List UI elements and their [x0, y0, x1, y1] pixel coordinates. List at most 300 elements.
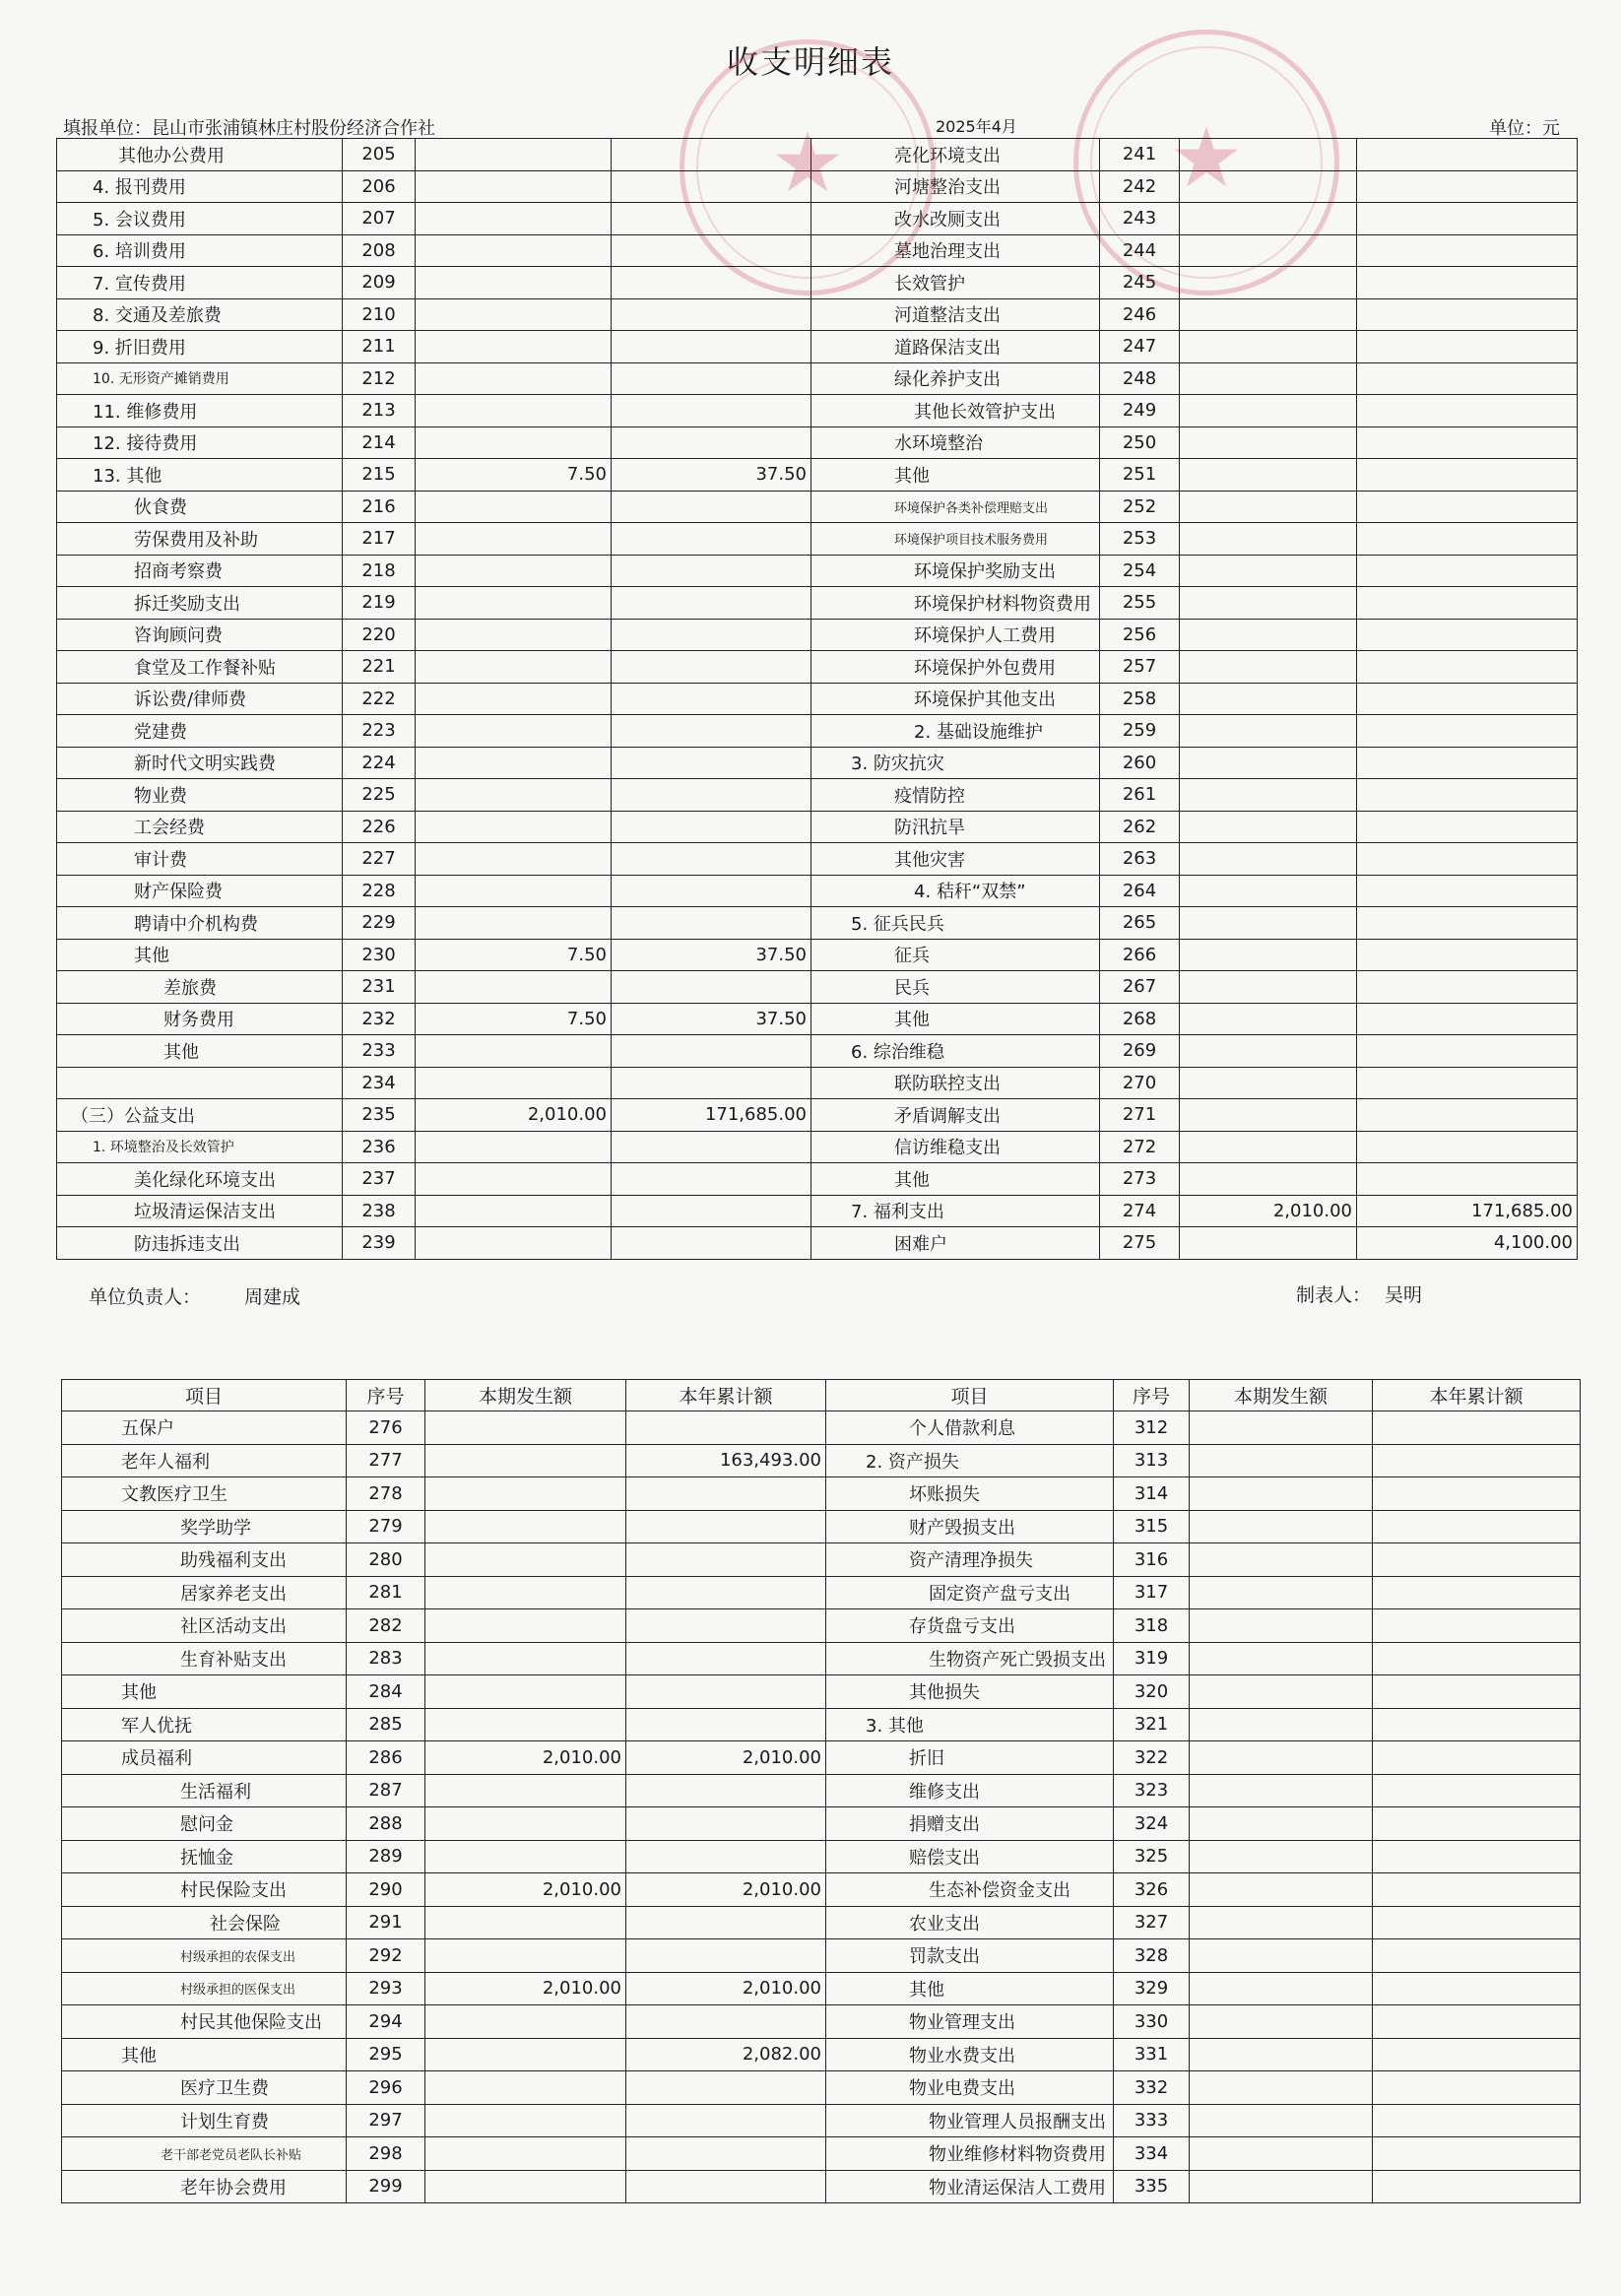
col-header-ytd: 本年累计额 — [626, 1380, 826, 1411]
left-seq-cell: 298 — [347, 2137, 425, 2171]
right-current-amount-cell — [1180, 1163, 1357, 1196]
right-current-amount-cell — [1180, 811, 1357, 843]
right-seq-cell: 312 — [1114, 1411, 1190, 1445]
right-ytd-amount-cell — [1357, 939, 1578, 971]
right-item-cell: 河道整洁支出 — [811, 298, 1100, 331]
right-ytd-amount-cell — [1357, 779, 1578, 812]
left-seq-cell: 223 — [343, 715, 416, 748]
right-item-cell: 环境保护材料物资费用 — [811, 587, 1100, 620]
left-ytd-amount-cell — [612, 1131, 811, 1163]
right-current-amount-cell — [1180, 170, 1357, 203]
right-seq-cell: 316 — [1114, 1543, 1190, 1577]
right-ytd-amount-cell — [1357, 1067, 1578, 1099]
left-ytd-amount-cell — [612, 1227, 811, 1260]
left-current-amount-cell — [425, 2071, 626, 2105]
table-row — [57, 875, 1578, 907]
left-seq-cell: 232 — [343, 1003, 416, 1035]
table-row — [57, 1003, 1578, 1035]
right-seq-cell: 324 — [1114, 1807, 1190, 1841]
right-current-amount-cell — [1180, 1131, 1357, 1163]
table-row — [62, 1906, 1581, 1939]
right-seq-cell: 273 — [1100, 1163, 1180, 1196]
right-ytd-amount-cell — [1357, 747, 1578, 779]
right-seq-cell: 318 — [1114, 1609, 1190, 1643]
right-seq-cell: 267 — [1100, 971, 1180, 1004]
left-seq-cell: 286 — [347, 1741, 425, 1775]
right-item-cell: 5. 征兵民兵 — [811, 907, 1100, 940]
left-current-amount-cell: 7.50 — [416, 939, 612, 971]
left-ytd-amount-cell — [626, 2170, 826, 2203]
col-header-item: 项目 — [62, 1380, 347, 1411]
left-item-cell: 1. 环境整治及长效管护 — [57, 1131, 343, 1163]
left-current-amount-cell — [425, 1642, 626, 1675]
table-row — [57, 203, 1578, 235]
right-seq-cell: 253 — [1100, 523, 1180, 556]
left-ytd-amount-cell: 171,685.00 — [612, 1099, 811, 1132]
right-current-amount-cell — [1180, 843, 1357, 876]
table-row — [57, 779, 1578, 812]
table-row — [57, 1099, 1578, 1132]
left-ytd-amount-cell — [626, 1939, 826, 1973]
left-ytd-amount-cell — [612, 331, 811, 363]
left-current-amount-cell — [416, 234, 612, 267]
left-item-cell: 其他 — [57, 1035, 343, 1068]
right-ytd-amount-cell — [1373, 1642, 1581, 1675]
right-item-cell: 农业支出 — [826, 1906, 1114, 1939]
left-ytd-amount-cell — [612, 811, 811, 843]
left-seq-cell: 285 — [347, 1708, 425, 1741]
right-ytd-amount-cell — [1357, 651, 1578, 684]
left-item-cell: 4. 报刊费用 — [57, 170, 343, 203]
right-ytd-amount-cell — [1357, 555, 1578, 587]
right-ytd-amount-cell — [1357, 587, 1578, 620]
right-ytd-amount-cell — [1373, 1510, 1581, 1543]
left-seq-cell: 212 — [343, 362, 416, 395]
right-item-cell: 4. 秸秆“双禁” — [811, 875, 1100, 907]
left-current-amount-cell — [425, 1609, 626, 1643]
right-item-cell: 折旧 — [826, 1741, 1114, 1775]
right-ytd-amount-cell — [1373, 1774, 1581, 1807]
right-item-cell: 环境保护外包费用 — [811, 651, 1100, 684]
right-ytd-amount-cell — [1373, 1609, 1581, 1643]
right-item-cell: 亮化环境支出 — [811, 139, 1100, 171]
table-row — [57, 491, 1578, 523]
left-item-cell: 5. 会议费用 — [57, 203, 343, 235]
right-item-cell: 2. 资产损失 — [826, 1444, 1114, 1477]
left-item-cell: 村民其他保险支出 — [62, 2005, 347, 2039]
right-current-amount-cell — [1190, 1774, 1373, 1807]
right-current-amount-cell — [1190, 1576, 1373, 1609]
right-ytd-amount-cell — [1357, 459, 1578, 492]
right-seq-cell: 321 — [1114, 1708, 1190, 1741]
left-item-cell: 助残福利支出 — [62, 1543, 347, 1577]
right-seq-cell: 333 — [1114, 2104, 1190, 2137]
table-row — [57, 139, 1578, 171]
right-seq-cell: 317 — [1114, 1576, 1190, 1609]
left-item-cell: 村民保险支出 — [62, 1873, 347, 1907]
right-item-cell: 信访维稳支出 — [811, 1131, 1100, 1163]
right-current-amount-cell — [1190, 2104, 1373, 2137]
right-current-amount-cell — [1190, 2005, 1373, 2039]
right-seq-cell: 313 — [1114, 1444, 1190, 1477]
left-current-amount-cell — [416, 971, 612, 1004]
left-ytd-amount-cell — [626, 1906, 826, 1939]
left-current-amount-cell — [416, 395, 612, 427]
table-row — [57, 523, 1578, 556]
left-current-amount-cell — [416, 843, 612, 876]
left-ytd-amount-cell: 2,010.00 — [626, 1873, 826, 1907]
right-seq-cell: 262 — [1100, 811, 1180, 843]
right-current-amount-cell — [1190, 1972, 1373, 2005]
right-item-cell: 其他 — [811, 459, 1100, 492]
left-current-amount-cell — [416, 651, 612, 684]
left-seq-cell: 218 — [343, 555, 416, 587]
left-seq-cell: 209 — [343, 267, 416, 299]
right-ytd-amount-cell — [1357, 811, 1578, 843]
right-current-amount-cell — [1180, 139, 1357, 171]
right-item-cell: 防汛抗旱 — [811, 811, 1100, 843]
left-ytd-amount-cell — [626, 2071, 826, 2105]
report-period: 2025年4月 — [936, 117, 1017, 136]
right-seq-cell: 315 — [1114, 1510, 1190, 1543]
right-current-amount-cell — [1180, 939, 1357, 971]
right-seq-cell: 247 — [1100, 331, 1180, 363]
left-current-amount-cell — [416, 170, 612, 203]
left-item-cell: 垃圾清运保洁支出 — [57, 1195, 343, 1227]
table-row — [62, 1444, 1581, 1477]
right-item-cell: 道路保洁支出 — [811, 331, 1100, 363]
left-item-cell: 10. 无形资产摊销费用 — [57, 362, 343, 395]
left-current-amount-cell — [416, 715, 612, 748]
left-seq-cell: 288 — [347, 1807, 425, 1841]
left-item-cell: 村级承担的医保支出 — [62, 1972, 347, 2005]
right-current-amount-cell — [1180, 683, 1357, 715]
left-current-amount-cell — [425, 1840, 626, 1873]
right-ytd-amount-cell — [1373, 1873, 1581, 1907]
left-ytd-amount-cell — [612, 779, 811, 812]
right-ytd-amount-cell — [1357, 426, 1578, 459]
right-ytd-amount-cell — [1373, 1444, 1581, 1477]
left-current-amount-cell — [425, 1510, 626, 1543]
left-ytd-amount-cell — [612, 362, 811, 395]
right-seq-cell: 326 — [1114, 1873, 1190, 1907]
right-item-cell: 物业管理支出 — [826, 2005, 1114, 2039]
leader-name: 周建成 — [244, 1286, 301, 1308]
left-item-cell: 村级承担的农保支出 — [62, 1939, 347, 1973]
right-ytd-amount-cell — [1357, 267, 1578, 299]
right-seq-cell: 331 — [1114, 2038, 1190, 2071]
right-current-amount-cell — [1180, 555, 1357, 587]
left-ytd-amount-cell — [612, 491, 811, 523]
left-current-amount-cell — [425, 2137, 626, 2171]
left-seq-cell: 230 — [343, 939, 416, 971]
right-current-amount-cell — [1190, 1642, 1373, 1675]
left-seq-cell: 236 — [343, 1131, 416, 1163]
table-row — [62, 1675, 1581, 1709]
right-ytd-amount-cell: 171,685.00 — [1357, 1195, 1578, 1227]
left-item-cell: 医疗卫生费 — [62, 2071, 347, 2105]
right-ytd-amount-cell — [1373, 2170, 1581, 2203]
right-ytd-amount-cell — [1357, 234, 1578, 267]
left-ytd-amount-cell — [612, 1035, 811, 1068]
right-seq-cell: 263 — [1100, 843, 1180, 876]
left-seq-cell: 207 — [343, 203, 416, 235]
right-current-amount-cell — [1180, 426, 1357, 459]
left-ytd-amount-cell — [612, 587, 811, 620]
right-seq-cell: 249 — [1100, 395, 1180, 427]
left-seq-cell: 215 — [343, 459, 416, 492]
table-row — [57, 267, 1578, 299]
right-item-cell: 河塘整治支出 — [811, 170, 1100, 203]
left-current-amount-cell — [425, 1576, 626, 1609]
left-item-cell: 居家养老支出 — [62, 1576, 347, 1609]
right-current-amount-cell — [1190, 1807, 1373, 1841]
left-ytd-amount-cell — [626, 1708, 826, 1741]
left-item-cell: 聘请中介机构费 — [57, 907, 343, 940]
table-row — [57, 747, 1578, 779]
right-seq-cell: 323 — [1114, 1774, 1190, 1807]
right-seq-cell: 246 — [1100, 298, 1180, 331]
left-current-amount-cell: 2,010.00 — [425, 1741, 626, 1775]
left-item-cell: 社会保险 — [62, 1906, 347, 1939]
right-ytd-amount-cell — [1357, 683, 1578, 715]
left-item-cell: 财务费用 — [57, 1003, 343, 1035]
left-seq-cell: 234 — [343, 1067, 416, 1099]
right-ytd-amount-cell — [1357, 331, 1578, 363]
left-current-amount-cell — [425, 1543, 626, 1577]
left-ytd-amount-cell — [612, 395, 811, 427]
left-current-amount-cell — [416, 362, 612, 395]
right-ytd-amount-cell — [1373, 1675, 1581, 1709]
right-ytd-amount-cell — [1357, 715, 1578, 748]
right-item-cell: 环境保护各类补偿理赔支出 — [811, 491, 1100, 523]
left-ytd-amount-cell — [612, 875, 811, 907]
left-item-cell: 社区活动支出 — [62, 1609, 347, 1643]
left-ytd-amount-cell — [612, 715, 811, 748]
left-item-cell: 6. 培训费用 — [57, 234, 343, 267]
right-item-cell: 维修支出 — [826, 1774, 1114, 1807]
left-ytd-amount-cell — [612, 426, 811, 459]
right-seq-cell: 319 — [1114, 1642, 1190, 1675]
right-item-cell: 疫情防控 — [811, 779, 1100, 812]
left-seq-cell: 233 — [343, 1035, 416, 1068]
left-ytd-amount-cell — [626, 1576, 826, 1609]
right-ytd-amount-cell — [1357, 875, 1578, 907]
right-seq-cell: 328 — [1114, 1939, 1190, 1973]
right-current-amount-cell — [1180, 331, 1357, 363]
left-item-cell: 财产保险费 — [57, 875, 343, 907]
right-ytd-amount-cell — [1357, 298, 1578, 331]
table-row — [57, 1131, 1578, 1163]
table-header-row — [62, 1380, 1581, 1411]
right-seq-cell: 334 — [1114, 2137, 1190, 2171]
right-ytd-amount-cell — [1373, 2137, 1581, 2171]
right-item-cell: 物业清运保洁人工费用 — [826, 2170, 1114, 2203]
left-seq-cell: 220 — [343, 619, 416, 651]
left-current-amount-cell — [425, 1477, 626, 1511]
left-seq-cell: 238 — [343, 1195, 416, 1227]
right-current-amount-cell — [1180, 362, 1357, 395]
left-seq-cell: 284 — [347, 1675, 425, 1709]
right-current-amount-cell — [1180, 907, 1357, 940]
left-current-amount-cell: 2,010.00 — [425, 1972, 626, 2005]
right-current-amount-cell — [1190, 1444, 1373, 1477]
right-seq-cell: 257 — [1100, 651, 1180, 684]
left-seq-cell: 277 — [347, 1444, 425, 1477]
left-seq-cell: 282 — [347, 1609, 425, 1643]
table-row — [57, 459, 1578, 492]
left-current-amount-cell — [416, 491, 612, 523]
right-item-cell: 水环境整治 — [811, 426, 1100, 459]
table-row — [62, 1708, 1581, 1741]
left-seq-cell: 205 — [343, 139, 416, 171]
expense-table-continued — [56, 138, 1578, 1260]
right-seq-cell: 274 — [1100, 1195, 1180, 1227]
left-seq-cell: 228 — [343, 875, 416, 907]
right-ytd-amount-cell: 4,100.00 — [1357, 1227, 1578, 1260]
right-current-amount-cell — [1180, 234, 1357, 267]
right-ytd-amount-cell — [1373, 2104, 1581, 2137]
left-seq-cell: 222 — [343, 683, 416, 715]
left-seq-cell: 235 — [343, 1099, 416, 1132]
left-item-cell: 工会经费 — [57, 811, 343, 843]
table-row — [62, 2170, 1581, 2203]
left-ytd-amount-cell: 37.50 — [612, 1003, 811, 1035]
right-seq-cell: 258 — [1100, 683, 1180, 715]
right-ytd-amount-cell — [1373, 1576, 1581, 1609]
table-row — [62, 2071, 1581, 2105]
table-row — [57, 843, 1578, 876]
right-item-cell: 其他长效管护支出 — [811, 395, 1100, 427]
right-seq-cell: 241 — [1100, 139, 1180, 171]
left-seq-cell: 276 — [347, 1411, 425, 1445]
left-item-cell: 伙食费 — [57, 491, 343, 523]
right-current-amount-cell — [1190, 1477, 1373, 1511]
left-item-cell: 文教医疗卫生 — [62, 1477, 347, 1511]
left-ytd-amount-cell — [612, 298, 811, 331]
right-seq-cell: 261 — [1100, 779, 1180, 812]
left-item-cell: 慰问金 — [62, 1807, 347, 1841]
left-current-amount-cell — [416, 1131, 612, 1163]
right-item-cell: 环境保护奖励支出 — [811, 555, 1100, 587]
right-ytd-amount-cell — [1373, 1807, 1581, 1841]
table-row — [62, 1411, 1581, 1445]
left-ytd-amount-cell: 37.50 — [612, 939, 811, 971]
right-item-cell: 坏账损失 — [826, 1477, 1114, 1511]
right-seq-cell: 248 — [1100, 362, 1180, 395]
right-ytd-amount-cell — [1357, 139, 1578, 171]
col-header-current: 本期发生额 — [425, 1380, 626, 1411]
table-row — [57, 1195, 1578, 1227]
left-ytd-amount-cell — [612, 619, 811, 651]
right-seq-cell: 251 — [1100, 459, 1180, 492]
table-row — [62, 1543, 1581, 1577]
table-row — [57, 939, 1578, 971]
right-item-cell: 财产毁损支出 — [826, 1510, 1114, 1543]
left-ytd-amount-cell — [626, 1411, 826, 1445]
col-header-ytd: 本年累计额 — [1373, 1380, 1581, 1411]
left-current-amount-cell — [425, 2038, 626, 2071]
right-current-amount-cell — [1190, 1510, 1373, 1543]
left-ytd-amount-cell — [612, 523, 811, 556]
right-seq-cell: 252 — [1100, 491, 1180, 523]
right-item-cell: 其他 — [811, 1003, 1100, 1035]
right-item-cell: 绿化养护支出 — [811, 362, 1100, 395]
left-seq-cell: 292 — [347, 1939, 425, 1973]
left-seq-cell: 206 — [343, 170, 416, 203]
right-seq-cell: 332 — [1114, 2071, 1190, 2105]
left-current-amount-cell — [416, 426, 612, 459]
col-header-item: 项目 — [826, 1380, 1114, 1411]
left-seq-cell: 227 — [343, 843, 416, 876]
left-ytd-amount-cell — [626, 2137, 826, 2171]
left-seq-cell: 237 — [343, 1163, 416, 1196]
left-current-amount-cell — [416, 203, 612, 235]
left-item-cell: 12. 接待费用 — [57, 426, 343, 459]
left-seq-cell: 231 — [343, 971, 416, 1004]
left-item-cell: 咨询顾问费 — [57, 619, 343, 651]
left-current-amount-cell: 2,010.00 — [416, 1099, 612, 1132]
left-current-amount-cell — [416, 779, 612, 812]
right-current-amount-cell — [1190, 1543, 1373, 1577]
left-ytd-amount-cell — [612, 555, 811, 587]
left-current-amount-cell: 7.50 — [416, 459, 612, 492]
left-current-amount-cell — [425, 1774, 626, 1807]
left-seq-cell: 280 — [347, 1543, 425, 1577]
right-current-amount-cell — [1180, 1099, 1357, 1132]
right-item-cell: 物业维修材料物资费用 — [826, 2137, 1114, 2171]
right-current-amount-cell — [1190, 2170, 1373, 2203]
right-current-amount-cell — [1180, 651, 1357, 684]
currency-unit: 单位：元 — [1489, 118, 1560, 139]
reporting-unit: 填报单位：昆山市张浦镇林庄村股份经济合作社 — [63, 118, 435, 139]
right-seq-cell: 320 — [1114, 1675, 1190, 1709]
left-current-amount-cell — [416, 587, 612, 620]
right-current-amount-cell — [1190, 2071, 1373, 2105]
left-item-cell: 审计费 — [57, 843, 343, 876]
right-ytd-amount-cell — [1373, 1972, 1581, 2005]
right-item-cell: 征兵 — [811, 939, 1100, 971]
left-current-amount-cell — [416, 523, 612, 556]
preparer-label: 制表人： — [1296, 1284, 1372, 1306]
left-item-cell: 其他 — [57, 939, 343, 971]
right-seq-cell: 244 — [1100, 234, 1180, 267]
right-item-cell: 生物资产死亡毁损支出 — [826, 1642, 1114, 1675]
report-title: 收支明细表 — [726, 43, 894, 81]
table-row — [57, 971, 1578, 1004]
left-ytd-amount-cell — [626, 1510, 826, 1543]
right-current-amount-cell — [1180, 1227, 1357, 1260]
right-item-cell: 捐赠支出 — [826, 1807, 1114, 1841]
left-seq-cell: 291 — [347, 1906, 425, 1939]
left-ytd-amount-cell — [612, 843, 811, 876]
right-seq-cell: 254 — [1100, 555, 1180, 587]
table-row — [62, 1939, 1581, 1973]
right-item-cell: 资产清理净损失 — [826, 1543, 1114, 1577]
right-current-amount-cell — [1180, 779, 1357, 812]
col-header-current: 本期发生额 — [1190, 1380, 1373, 1411]
right-ytd-amount-cell — [1373, 1543, 1581, 1577]
table-row — [62, 1510, 1581, 1543]
right-item-cell: 改水改厕支出 — [811, 203, 1100, 235]
table-row — [57, 555, 1578, 587]
right-seq-cell: 245 — [1100, 267, 1180, 299]
left-seq-cell: 214 — [343, 426, 416, 459]
left-ytd-amount-cell — [612, 747, 811, 779]
right-ytd-amount-cell — [1357, 619, 1578, 651]
table-row — [57, 715, 1578, 748]
left-seq-cell: 281 — [347, 1576, 425, 1609]
